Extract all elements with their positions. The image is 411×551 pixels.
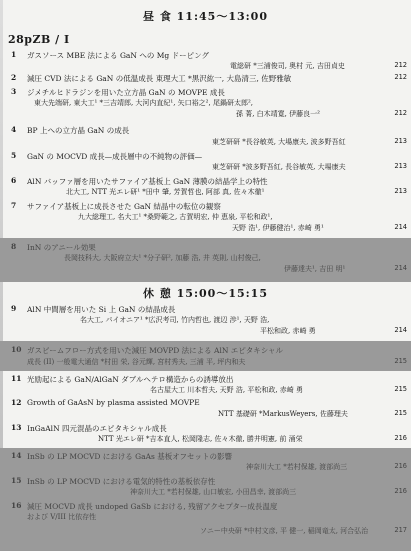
authors: 神奈川大工 *若村保雄, 渡部尚三 bbox=[246, 463, 348, 471]
entry-title: 減圧 CVD 法による GaN の低温成長 東理大工 *黒沢紘一, 大島清三, 佐野雅敏 bbox=[27, 74, 292, 83]
author-line bbox=[0, 526, 411, 536]
author-line bbox=[0, 73, 411, 83]
author-line bbox=[0, 357, 411, 367]
author-line bbox=[0, 61, 411, 71]
program-entry-14 bbox=[0, 448, 411, 474]
program-entry-9 bbox=[0, 304, 411, 338]
entry-number: 12 bbox=[11, 398, 22, 407]
author-line bbox=[0, 212, 411, 222]
author-line bbox=[0, 98, 411, 108]
author-line bbox=[0, 187, 411, 197]
author-line bbox=[0, 512, 411, 522]
entry-title: 減圧 MOCVD 成長 undoped GaSb における, 残留アクセプター成長温度 bbox=[27, 502, 278, 511]
authors: 天野 浩¹, 伊藤健治¹, 赤崎 勇¹ bbox=[232, 224, 324, 232]
author-line bbox=[0, 109, 411, 119]
program-entry-12 bbox=[0, 398, 411, 420]
page-number: 212 bbox=[394, 109, 407, 117]
entry-title: 光励起による GaN/AlGaN ダブルヘテロ構造からの誘導放出 bbox=[27, 375, 234, 384]
authors: 孫 菁, 白木靖寛, 伊藤良一² bbox=[236, 110, 320, 118]
coffee-break-heading: 休 憩 15:00～15:15 bbox=[142, 287, 268, 300]
page-number: 214 bbox=[394, 326, 407, 334]
entry-number: 1 bbox=[11, 50, 17, 59]
entry-title: Growth of GaAsN by plasma assisted MOVPE bbox=[27, 398, 200, 407]
entry-title: ガスビームフロー方式を用いた減圧 MOVPD 法による AlN エピタキシャル bbox=[27, 346, 284, 355]
page-number: 212 bbox=[394, 73, 407, 81]
program-entry-15 bbox=[0, 474, 411, 498]
entry-title: GaN の MOCVD 成長—成長層中の不純物の評価— bbox=[27, 152, 203, 161]
program-entry-4 bbox=[0, 125, 411, 147]
program-entry-3 bbox=[0, 87, 411, 121]
author-line bbox=[0, 264, 411, 274]
entry-title: AlN バッファ層を用いたサファイア基板上 GaN 薄膜の結晶学上の特性 bbox=[27, 177, 268, 186]
program-entry-13 bbox=[0, 423, 411, 445]
entry-number: 5 bbox=[11, 151, 17, 160]
program-entry-1 bbox=[0, 50, 411, 71]
authors: 伊藤達夫¹, 吉田 明¹ bbox=[284, 265, 346, 273]
authors: 東大先端研, 東大工¹ *三吉靖郎, 大河内直紀¹, 矢口裕之², 尾鍋研太郎², bbox=[34, 99, 253, 107]
authors: NTT 光エレ研 *吉本直人, 松岡隆志, 佐々木徹, 勝井明憲, 前 涌栄 bbox=[98, 435, 303, 443]
lunch-break-heading: 昼 食 11:45～13:00 bbox=[142, 10, 268, 23]
authors: 長岡技科大, 大阪府立大¹ *分子研², 加藤 浩, 井 英則, 山村俊己, bbox=[64, 254, 261, 262]
entry-number: 3 bbox=[11, 87, 17, 96]
authors: 電総研 *三浦俊司, 奥村 元, 吉田貞史 bbox=[230, 62, 345, 70]
program-entry-5 bbox=[0, 151, 411, 173]
authors: 東芝研研 *長谷敏英, 大場康夫, 波多野吾紅 bbox=[212, 138, 346, 146]
page-number: 215 bbox=[394, 385, 407, 393]
page-number: 212 bbox=[394, 61, 407, 69]
page-number: 217 bbox=[394, 526, 407, 534]
program-entry-7 bbox=[0, 201, 411, 235]
authors: ソニー中央研 *中村文彦, 平 健一, 稲岡竜太, 河合弘治 bbox=[200, 527, 369, 535]
page-number: 215 bbox=[394, 409, 407, 417]
entry-number: 14 bbox=[11, 451, 22, 460]
page-number: 216 bbox=[394, 434, 407, 442]
program-entry-10 bbox=[0, 341, 411, 371]
author-line bbox=[0, 434, 411, 444]
entry-number: 9 bbox=[11, 304, 17, 313]
entry-number: 15 bbox=[11, 476, 22, 485]
authors: 東芝研研 *波多野吾紅, 長谷敏英, 大場康夫 bbox=[212, 163, 346, 171]
authors: NTT 基礎研 *MarkusWeyers, 佐藤理夫 bbox=[218, 410, 348, 418]
entry-title: InSb の LP MOCVD における GaAs 基板オフセットの影響 bbox=[27, 452, 232, 461]
page-number: 216 bbox=[394, 462, 407, 470]
author-line bbox=[0, 315, 411, 325]
entry-number: 2 bbox=[11, 73, 17, 82]
author-line bbox=[0, 326, 411, 336]
session-code: 28pZB / I bbox=[8, 33, 70, 46]
program-entry-16 bbox=[0, 498, 411, 551]
entry-number: 4 bbox=[11, 125, 17, 134]
page-number: 213 bbox=[394, 137, 407, 145]
authors: 九大総理工, 名大工¹ *桑野範之, 古賀明宏, 仲 恵泉, 平松和政¹, bbox=[78, 213, 273, 221]
entry-title: InSb の LP MOCVD における電気的特性の基板依存性 bbox=[27, 477, 216, 486]
authors: 名古屋大工 川本哲夫, 天野 浩, 平松和政, 赤崎 勇 bbox=[150, 386, 304, 394]
author-line bbox=[0, 385, 411, 395]
entry-title: InGaAlN 四元混晶のエピタキシャル成長 bbox=[27, 424, 167, 433]
entry-number: 16 bbox=[11, 501, 22, 510]
page-number: 215 bbox=[394, 357, 407, 365]
entry-title: ガスソース MBE 法による GaN への Mg ドーピング bbox=[27, 51, 209, 60]
entry-title: ジメチルヒドラジンを用いた立方晶 GaN の MOVPE 成長 bbox=[27, 88, 225, 97]
author-line bbox=[0, 253, 411, 263]
entry-title: BP 上への立方晶 GaN の成長 bbox=[27, 126, 130, 135]
entry-number: 11 bbox=[11, 374, 22, 383]
authors: 北大工, NTT 光エレ研¹ *田中 肇, 芳賀哲也, 阿部 真, 佐々木徹¹ bbox=[66, 188, 265, 196]
entry-title: AlN 中間層を用いた Si 上 GaN の結晶成長 bbox=[27, 305, 176, 314]
program-entry-2 bbox=[0, 73, 411, 85]
page-number: 216 bbox=[394, 487, 407, 495]
authors: および V/III 比依存性 bbox=[27, 513, 97, 521]
authors: 神奈川大工 *若村保雄, 山口敏宏, 小田昌幸, 渡部尚三 bbox=[130, 488, 297, 496]
entry-number: 10 bbox=[11, 345, 22, 354]
page-number: 213 bbox=[394, 162, 407, 170]
authors: 名大工, パイオニア¹ *広沢考司, 竹内哲也, 渡辺 渉¹, 天野 浩, bbox=[80, 316, 270, 324]
entry-number: 7 bbox=[11, 201, 17, 210]
author-line bbox=[0, 137, 411, 147]
entry-number: 6 bbox=[11, 176, 17, 185]
author-line bbox=[0, 462, 411, 472]
program-entry-8 bbox=[0, 238, 411, 282]
entry-number: 8 bbox=[11, 242, 17, 251]
authors: 成長 (II) 一般電大通信 *村田 栄, 谷元輝, 宮村秀夫, 三浦 平, 坪内和夫 bbox=[27, 358, 246, 366]
page-number: 214 bbox=[394, 223, 407, 231]
page-number: 213 bbox=[394, 187, 407, 195]
program-entry-11 bbox=[0, 374, 411, 396]
author-line bbox=[0, 223, 411, 233]
entry-title: サファイア基板上に成長させた GaN 結晶中の転位の観察 bbox=[27, 202, 221, 211]
entry-number: 13 bbox=[11, 423, 22, 432]
program-entry-6 bbox=[0, 176, 411, 198]
authors: 平松和政, 赤崎 勇 bbox=[260, 327, 316, 335]
author-line bbox=[0, 162, 411, 172]
author-line bbox=[0, 409, 411, 419]
entry-title: InN のアニール効果 bbox=[27, 243, 96, 252]
page-number: 214 bbox=[394, 264, 407, 272]
author-line bbox=[0, 487, 411, 497]
